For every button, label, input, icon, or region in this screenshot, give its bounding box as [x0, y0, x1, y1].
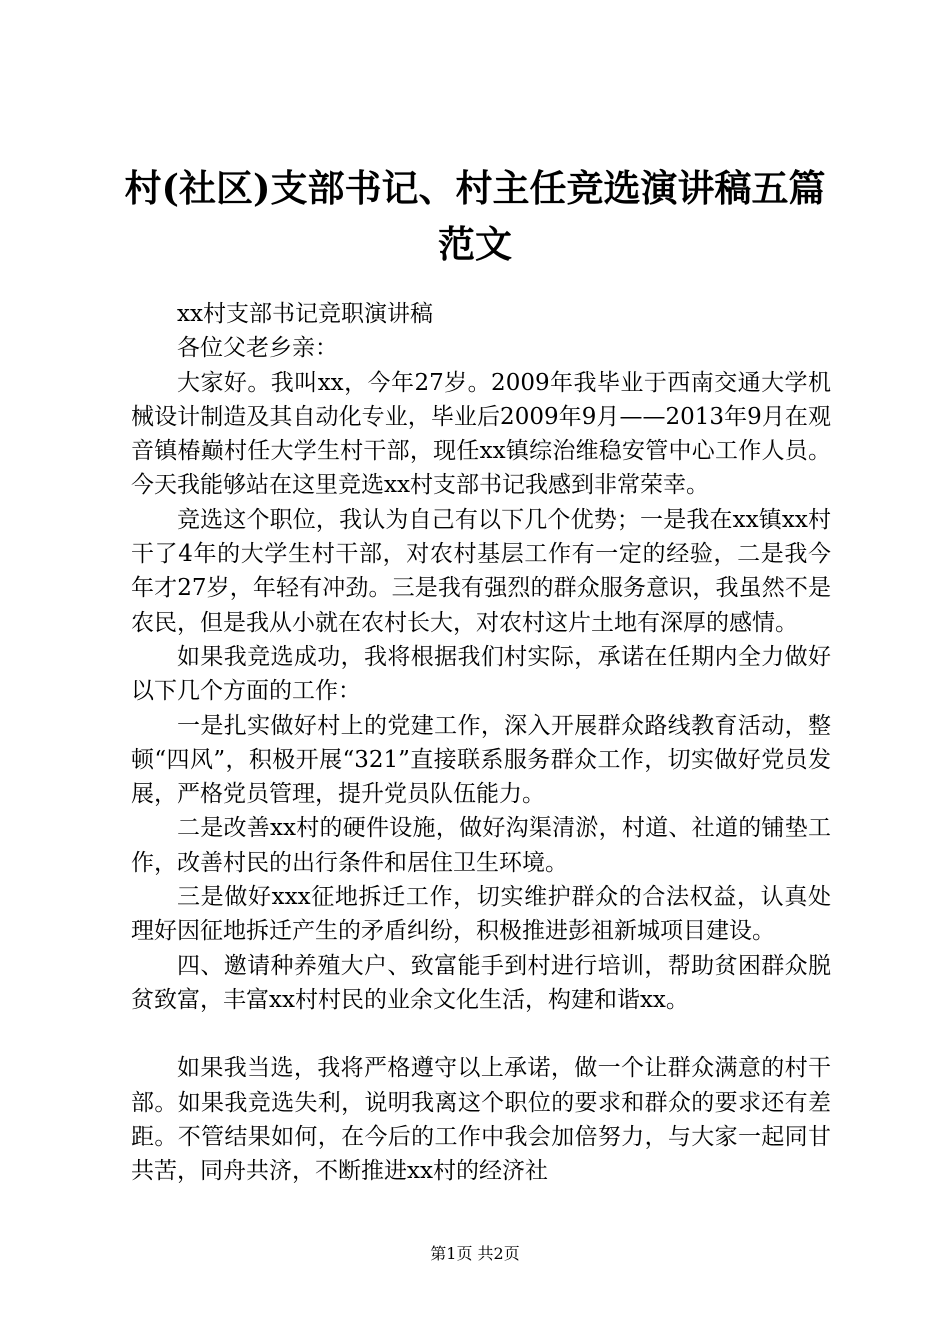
paragraph: 如果我当选，我将严格遵守以上承诺，做一个让群众满意的村干部。如果我竞选失利，说明我离这个职位的要求和群众的要求还有差距。不管结果如何，在今后的工作中我会加倍努力，与大家一起同甘共苦，同舟共济，不断推进xx村的经济社: [131, 1055, 831, 1185]
blank-line: [131, 1017, 831, 1051]
paragraph: 大家好。我叫xx，今年27岁。2009年我毕业于西南交通大学机械设计制造及其自动化专业，毕业后2009年9月——2013年9月在观音镇椿巅村任大学生村干部，现任xx镇综治维稳安管中心工作人员。今天我能够站在这里竞选xx村支部书记我感到非常荣幸。: [131, 369, 831, 499]
paragraph: 三是做好xxx征地拆迁工作，切实维护群众的合法权益，认真处理好因征地拆迁产生的矛盾纠纷，积极推进彭祖新城项目建设。: [131, 884, 831, 945]
document-body: [131, 297, 831, 1188]
paragraph: 一是扎实做好村上的党建工作，深入开展群众路线教育活动，整顿“四风”，积极开展“321”直接联系服务群众工作，切实做好党员发展，严格党员管理，提升党员队伍能力。: [131, 712, 831, 808]
document-title: 村(社区)支部书记、村主任竞选演讲稿五篇范文: [124, 166, 826, 266]
page-footer: 第1页 共2页: [430, 1244, 520, 1263]
paragraph: 竞选这个职位，我认为自己有以下几个优势；一是我在xx镇xx村干了4年的大学生村干部，对农村基层工作有一定的经验，二是我今年才27岁，年轻有冲劲。三是我有强烈的群众服务意识，我虽然不是农民，但是我从小就在农村长大，对农村这片土地有深厚的感情。: [131, 506, 831, 636]
paragraph: 如果我竞选成功，我将根据我们村实际，承诺在任期内全力做好以下几个方面的工作：: [131, 643, 831, 705]
paragraph: 四、邀请种养殖大户、致富能手到村进行培训，帮助贫困群众脱贫致富，丰富xx村村民的业余文化生活，构建和谐xx。: [131, 952, 831, 1013]
paragraph: 各位父老乡亲：: [177, 335, 338, 362]
paragraph: 二是改善xx村的硬件设施，做好沟渠清淤，村道、社道的铺垫工作，改善村民的出行条件和居住卫生环境。: [131, 815, 831, 876]
paragraph: xx村支部书记竞职演讲稿: [177, 301, 433, 327]
